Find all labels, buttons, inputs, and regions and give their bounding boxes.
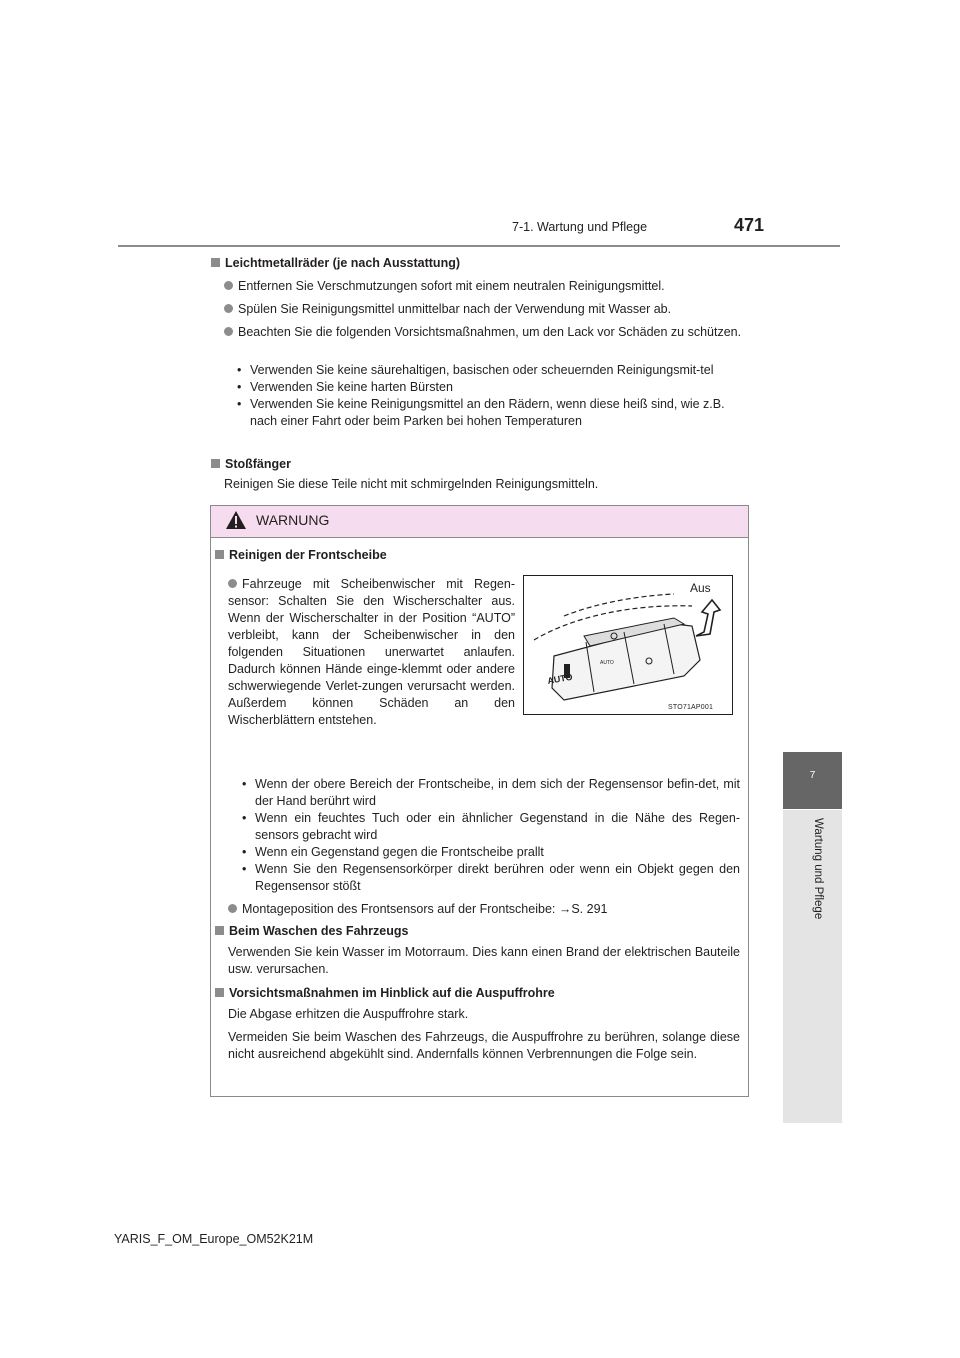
round-bullet-icon [228, 904, 237, 913]
round-bullet-icon [228, 579, 237, 588]
list-item: • Wenn Sie den Regensensorkörper direkt berühren oder wenn ein Objekt gegen den Regensensor stößt [242, 862, 740, 893]
warning-triangle-icon [225, 510, 247, 530]
document-footer: YARIS_F_OM_Europe_OM52K21M [114, 1232, 314, 1246]
square-bullet-icon [215, 988, 224, 997]
engine-heading: Beim Waschen des Fahrzeugs [215, 923, 408, 940]
figure-label-off: Aus [690, 581, 711, 595]
alloy-heading: Leichtmetallräder (je nach Ausstattung) [211, 255, 460, 272]
windshield-bullet: Fahrzeuge mit Scheibenwischer mit Regen-sensor: Schalten Sie den Wischerschalter aus. Wenn der Wischerschalter in der Position “AUTO” verbleibt, kann der Scheibenwischer in den folgenden Situationen unerwartet anlaufen. Dadurch können Hände einge-klemmt oder andere schwerwiegende Verlet-zungen verursacht werden. Außerdem können Schäden an den Wischerblättern entstehen. [228, 577, 515, 727]
list-item: • Wenn der obere Bereich der Frontscheibe, in dem sich der Regensensor befin-det, mit der Hand berührt wird [242, 777, 740, 808]
square-bullet-icon [211, 459, 220, 468]
auto-mark: AUTO [546, 671, 574, 686]
chapter-label: Wartung und Pflege [812, 818, 824, 920]
square-bullet-icon [215, 926, 224, 935]
exhaust-heading: Vorsichtsmaßnahmen im Hinblick auf die Auspuffrohre [215, 985, 555, 1002]
chapter-number: 7 [809, 770, 816, 781]
alloy-bullet-3: Beachten Sie die folgenden Vorsichtsmaßnahmen, um den Lack vor Schäden zu schützen. [224, 324, 749, 341]
running-header-section: 7-1. Wartung und Pflege [512, 220, 648, 234]
wiper-switch-figure [523, 575, 733, 715]
windshield-bullet-2: Montageposition des Frontsensors auf der Frontscheibe: →S. 291 [228, 901, 607, 918]
square-bullet-icon [215, 550, 224, 559]
list-item: • Verwenden Sie keine Reinigungsmittel an den Rädern, wenn diese heiß sind, wie z.B. nach einer Fahrt oder beim Parken bei hohen Temperaturen [237, 397, 725, 428]
list-item: • Verwenden Sie keine säurehaltigen, basischen oder scheuernden Reinigungsmit-tel [237, 363, 714, 377]
list-item: • Wenn ein feuchtes Tuch oder ein ähnlicher Gegenstand in die Nähe des Regen-sensors gebracht wird [242, 811, 740, 842]
square-bullet-icon [211, 258, 220, 267]
round-bullet-icon [224, 304, 233, 313]
round-bullet-icon [224, 327, 233, 336]
exhaust-text-1: Die Abgase erhitzen die Auspuffrohre stark. [228, 1007, 469, 1021]
alloy-bullet-1: Entfernen Sie Verschmutzungen sofort mit einem neutralen Reinigungsmittel. [224, 278, 749, 295]
auto-mark-small: AUTO [600, 660, 614, 666]
alloy-bullet-2: Spülen Sie Reinigungsmittel unmittelbar nach der Verwendung mit Wasser ab. [224, 301, 749, 318]
alloy-sub-bullets [237, 362, 749, 430]
windshield-heading: Reinigen der Frontscheibe [215, 547, 387, 564]
windshield-sub-bullets [242, 776, 740, 895]
engine-text: Verwenden Sie kein Wasser im Motorraum. Dies kann einen Brand der elektrischen Bauteile usw. verursachen. [228, 945, 740, 976]
round-bullet-icon [224, 281, 233, 290]
warning-title: WARNUNG [256, 512, 330, 528]
wiper-lever-illustration [524, 576, 732, 714]
exhaust-text-2: Vermeiden Sie beim Waschen des Fahrzeugs, die Auspuffrohre zu berühren, solange diese nicht ausreichend abgekühlt sind. Andernfalls können Verbrennungen die Folge sein. [228, 1030, 740, 1061]
page-number: 471 [734, 215, 765, 235]
list-item: • Verwenden Sie keine harten Bürsten [237, 380, 453, 394]
header-rule [118, 245, 840, 247]
bumper-text: Reinigen Sie diese Teile nicht mit schmirgelnden Reinigungsmitteln. [224, 477, 599, 491]
bumper-heading: Stoßfänger [211, 456, 291, 473]
list-item: • Wenn ein Gegenstand gegen die Frontscheibe prallt [242, 845, 544, 859]
figure-code: STO71AP001 [668, 704, 714, 711]
